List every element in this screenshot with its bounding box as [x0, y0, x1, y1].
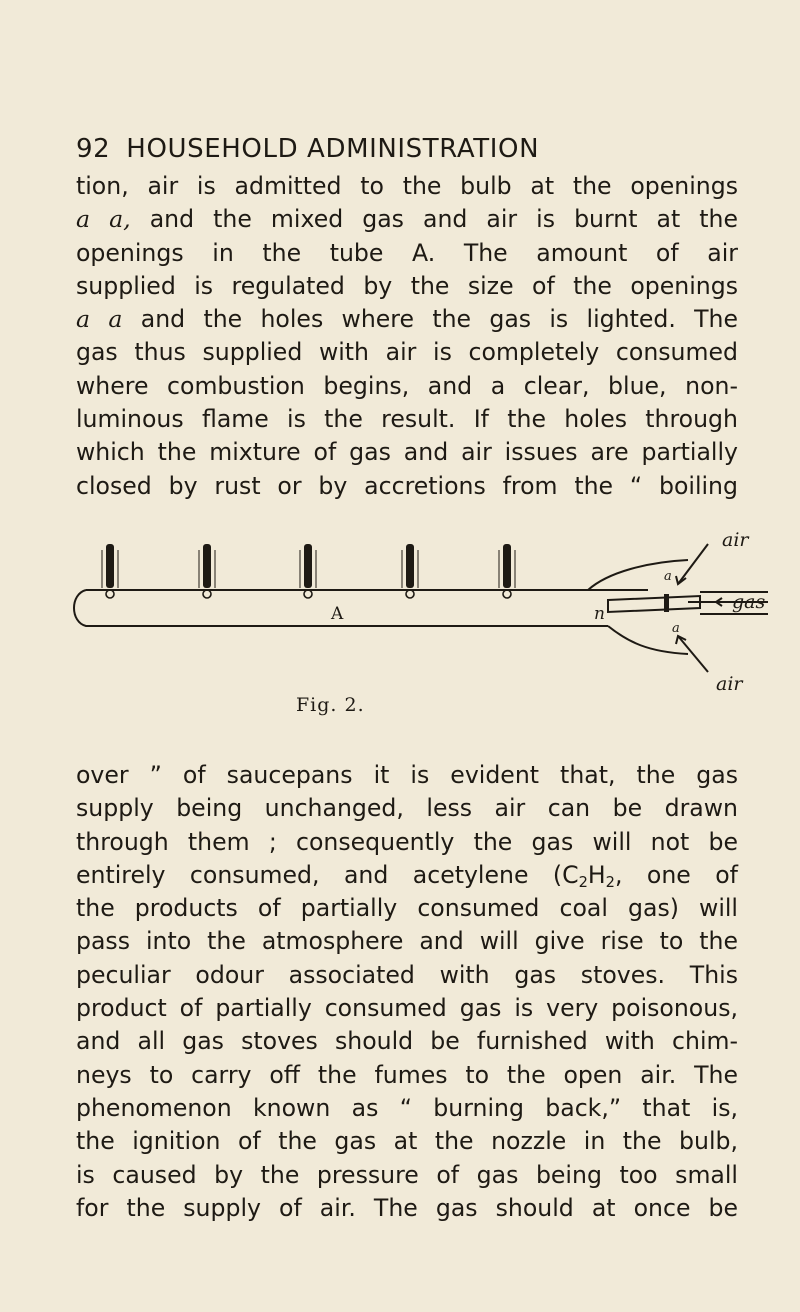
- label-gas: gas: [732, 591, 766, 613]
- burner-figure: [48, 532, 768, 712]
- running-header: [76, 134, 736, 164]
- text-line: closed by rust or by accretions from the “ boiling: [76, 471, 738, 500]
- text-line: phenomenon known as “ burning back,” that is,: [76, 1093, 738, 1122]
- text-line: peculiar odour associated with gas stoves. This: [76, 960, 738, 989]
- paragraph-bottom: [76, 759, 738, 1225]
- tube-hole: [106, 590, 114, 598]
- flame-jet: [304, 544, 312, 588]
- flame-jets: [106, 544, 669, 612]
- text-line: for the supply of air. The gas should at once be: [76, 1193, 738, 1222]
- label-air-top: air: [722, 532, 749, 551]
- tube-hole: [203, 590, 211, 598]
- bulb-upper-edge: [588, 560, 688, 590]
- paragraph-top: [76, 170, 738, 503]
- label-opening-bottom: a: [672, 621, 680, 636]
- text-line: over ” of saucepans it is evident that, the gas: [76, 761, 738, 789]
- text-line: neys to carry off the fumes to the open air. The: [76, 1060, 738, 1089]
- flame-jet: [406, 544, 414, 588]
- text-line: is caused by the pressure of gas being too small: [76, 1160, 738, 1189]
- text-line: supply being unchanged, less air can be drawn: [76, 794, 738, 823]
- text-line: entirely consumed, and acetylene ($C_2H_2$, one of: [76, 860, 738, 891]
- tube-hole: [304, 590, 312, 598]
- page-number: 92: [76, 134, 111, 164]
- air-arrow-top: [678, 544, 708, 584]
- label-tube: A: [331, 604, 344, 624]
- text-line: supplied is regulated by the size of the openings: [76, 271, 738, 300]
- text-line: and all gas stoves should be furnished with chim-: [76, 1027, 738, 1056]
- flame-jet: [203, 544, 211, 588]
- text-line: the ignition of the gas at the nozzle in the bulb,: [76, 1127, 738, 1156]
- text-line: gas thus supplied with air is completely consumed: [76, 338, 738, 367]
- text-line: the products of partially consumed coal gas) will: [76, 894, 738, 923]
- running-title: HOUSEHOLD ADMINISTRATION: [126, 134, 540, 164]
- text-line: which the mixture of gas and air issues are partially: [76, 438, 738, 467]
- burner-diagram: [48, 532, 768, 712]
- flame-jet: [503, 544, 511, 588]
- label-air-bottom: air: [716, 673, 743, 695]
- text-line: tion, air is admitted to the bulb at the openings: [76, 172, 738, 200]
- label-nozzle: n: [594, 604, 605, 624]
- text-line: through them ; consequently the gas will not be: [76, 827, 738, 856]
- text-line: openings in the tube A. The amount of air: [76, 238, 738, 267]
- text-line: pass into the atmosphere and will give rise to the: [76, 927, 738, 956]
- tube-hole: [503, 590, 511, 598]
- text-line: luminous flame is the result. If the holes through: [76, 405, 738, 434]
- text-line: a a, and the mixed gas and air is burnt at the: [76, 205, 738, 234]
- tube-hole: [406, 590, 414, 598]
- flame-jet: [106, 544, 114, 588]
- label-opening-top: a: [664, 569, 672, 584]
- nozzle-outline: [608, 596, 700, 612]
- text-line: a a and the holes where the gas is lighted. The: [76, 305, 739, 334]
- text-line: where combustion begins, and a clear, blue, non-: [76, 371, 738, 400]
- text-line: product of partially consumed gas is very poisonous,: [76, 994, 738, 1023]
- nozzle-jet: [664, 594, 669, 612]
- figure-caption: Fig. 2.: [296, 694, 365, 716]
